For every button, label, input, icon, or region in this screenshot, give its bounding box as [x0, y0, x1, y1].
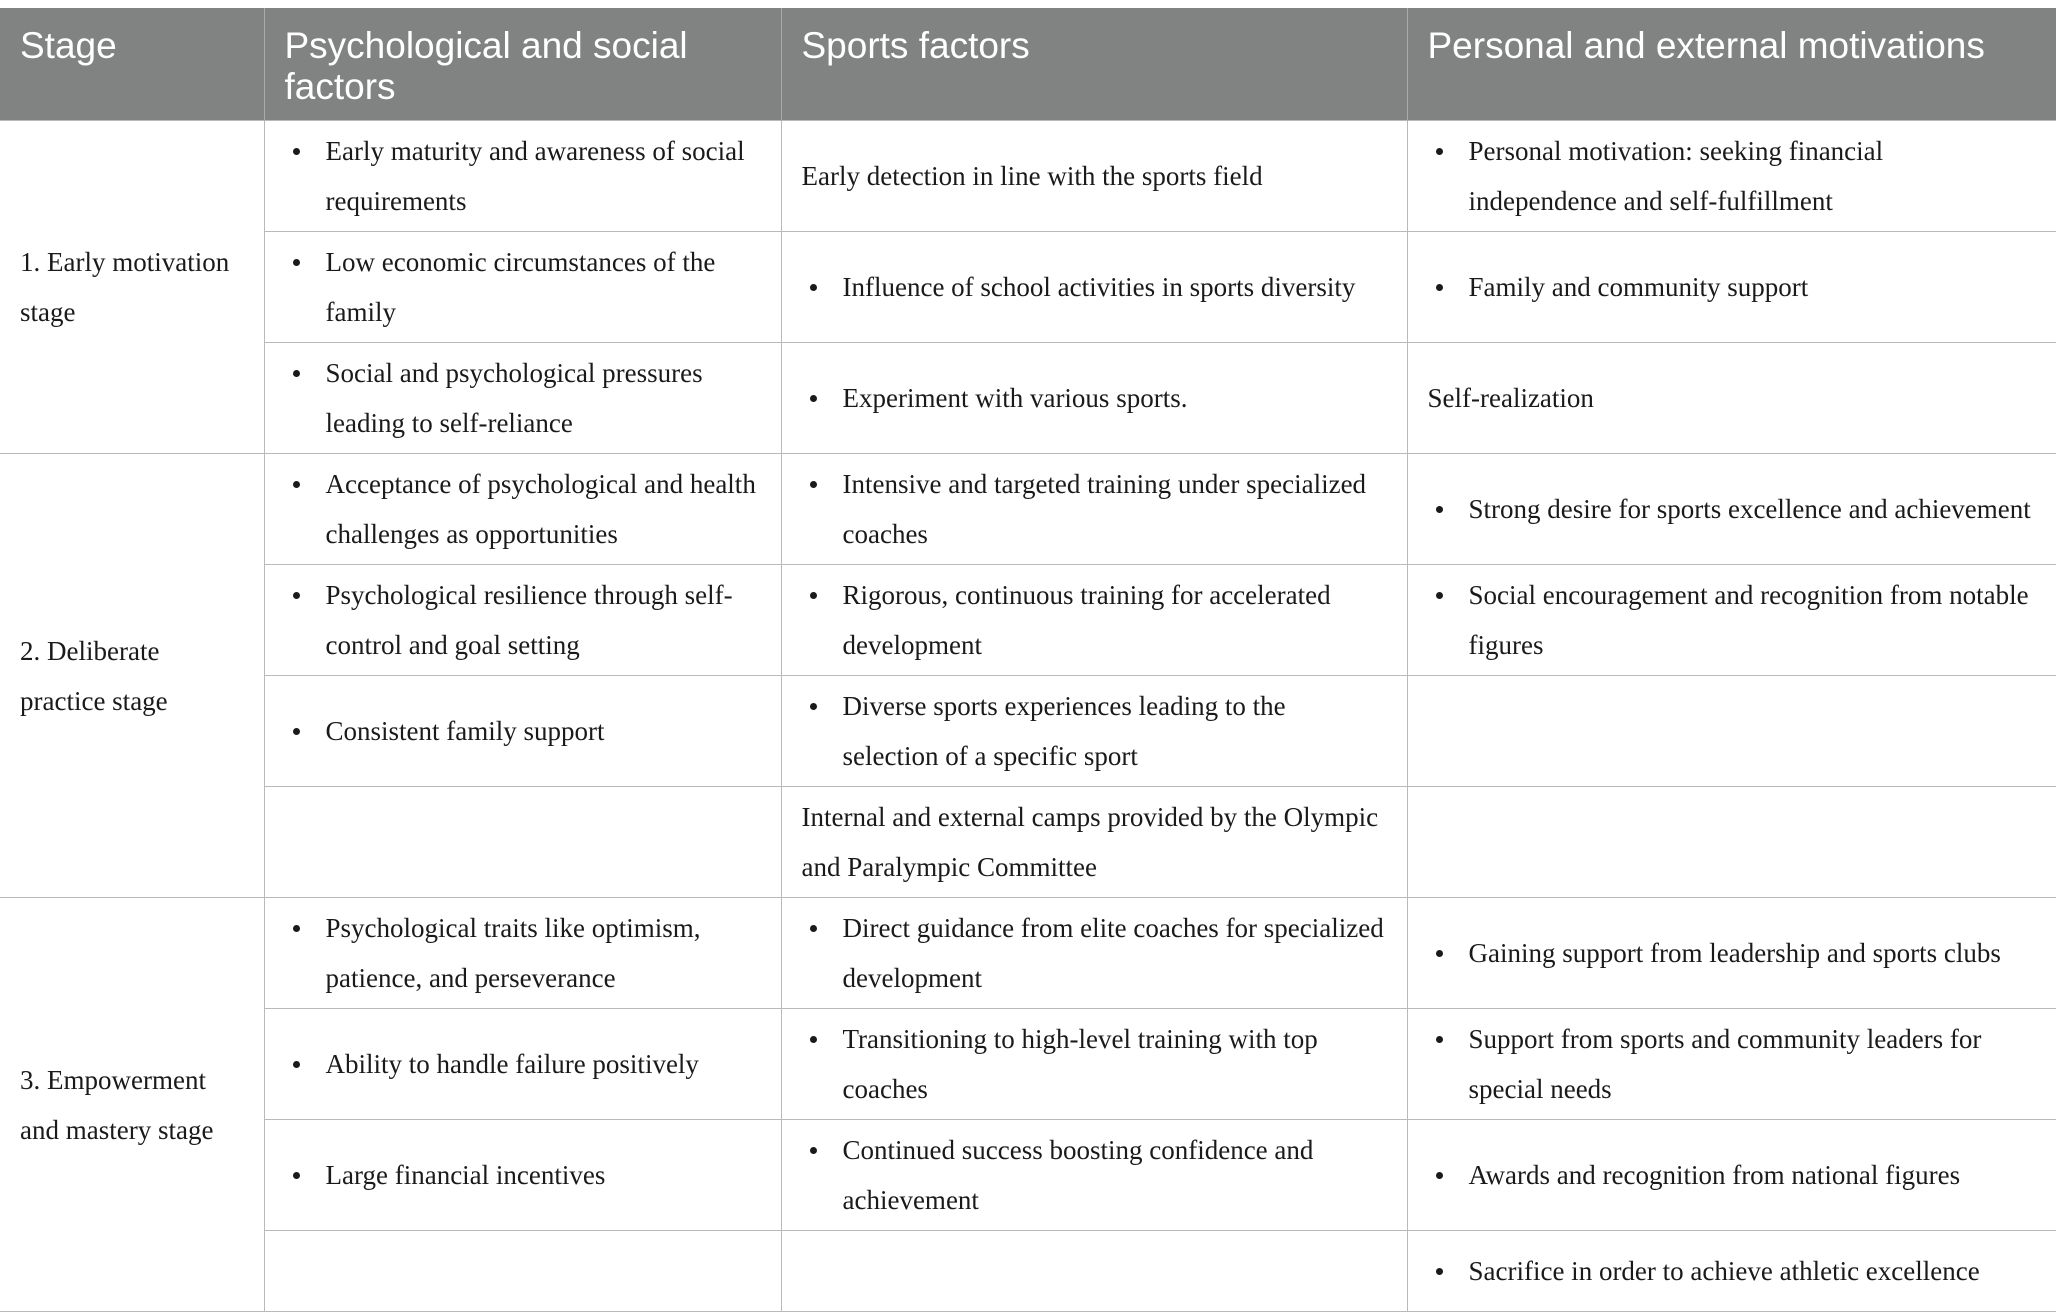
cell-text: Psychological traits like optimism, patience, and perseverance — [325, 913, 701, 993]
psychological-social-cell — [264, 565, 781, 676]
cell-text: Intensive and targeted training under specialized coaches — [842, 469, 1367, 549]
cell-text: Transitioning to high-level training with top coaches — [842, 1024, 1318, 1104]
bullet-item — [285, 1150, 761, 1200]
bullet-dot-icon — [293, 1061, 300, 1068]
sports-factors-cell — [781, 454, 1407, 565]
bullet-dot-icon — [1436, 506, 1443, 513]
cell-text: Awards and recognition from national figures — [1468, 1160, 1961, 1190]
personal-external-cell — [1407, 787, 2056, 898]
cell-text: Social and psychological pressures leading to self-reliance — [325, 358, 703, 438]
header-personal-external: Personal and external motivations — [1407, 8, 2056, 121]
cell-text: Low economic circumstances of the family — [325, 247, 716, 327]
sports-factors-cell — [781, 565, 1407, 676]
bullet-item — [285, 903, 761, 1003]
sports-factors-cell: Internal and external camps provided by the Olympic and Paralympic Committee — [781, 787, 1407, 898]
psychological-social-cell — [264, 676, 781, 787]
sports-factors-cell — [781, 232, 1407, 343]
bullet-dot-icon — [810, 284, 817, 291]
sports-factors-cell — [781, 343, 1407, 454]
header-row — [0, 8, 2056, 121]
bullet-dot-icon — [293, 370, 300, 377]
bullet-dot-icon — [1436, 1172, 1443, 1179]
cell-text: Sacrifice in order to achieve athletic excellence — [1468, 1256, 1980, 1286]
bullet-item — [285, 126, 761, 226]
table-row — [0, 787, 2056, 898]
cell-text: Influence of school activities in sports diversity — [842, 272, 1356, 302]
bullet-dot-icon — [1436, 1268, 1443, 1275]
table-body — [0, 121, 2056, 1312]
psychological-social-cell — [264, 898, 781, 1009]
personal-external-cell — [1407, 898, 2056, 1009]
psychological-social-cell — [264, 1009, 781, 1120]
bullet-dot-icon — [1436, 148, 1443, 155]
bullet-dot-icon — [293, 925, 300, 932]
personal-external-cell — [1407, 121, 2056, 232]
bullet-item — [1428, 484, 2037, 534]
bullet-item — [1428, 262, 2037, 312]
bullet-item — [802, 681, 1387, 781]
bullet-item — [802, 459, 1387, 559]
bullet-item — [802, 262, 1387, 312]
cell-text: Social encouragement and recognition from notable figures — [1468, 580, 2029, 660]
bullet-item — [1428, 126, 2037, 226]
cell-text: Rigorous, continuous training for accelerated development — [842, 580, 1331, 660]
psychological-social-cell — [264, 1120, 781, 1231]
stage-cell: 1. Early motivation stage — [0, 121, 264, 454]
bullet-item — [285, 348, 761, 448]
bullet-item — [802, 903, 1387, 1003]
header-sports-factors: Sports factors — [781, 8, 1407, 121]
cell-text: Family and community support — [1468, 272, 1809, 302]
cell-text: Personal motivation: seeking financial independence and self-fulfillment — [1468, 136, 1884, 216]
personal-external-cell — [1407, 1009, 2056, 1120]
cell-text: Gaining support from leadership and sports clubs — [1468, 938, 2001, 968]
bullet-dot-icon — [810, 703, 817, 710]
bullet-dot-icon — [1436, 950, 1443, 957]
cell-text: Direct guidance from elite coaches for specialized development — [842, 913, 1384, 993]
bullet-item — [285, 706, 761, 756]
factors-table — [0, 8, 2056, 1312]
psychological-social-cell — [264, 1231, 781, 1312]
cell-text: Continued success boosting confidence and achievement — [842, 1135, 1314, 1215]
stage-cell: 2. Deliberate practice stage — [0, 454, 264, 898]
bullet-dot-icon — [810, 395, 817, 402]
bullet-dot-icon — [810, 925, 817, 932]
bullet-item — [1428, 1014, 2037, 1114]
bullet-item — [1428, 928, 2037, 978]
bullet-dot-icon — [293, 728, 300, 735]
bullet-dot-icon — [1436, 592, 1443, 599]
table-row — [0, 121, 2056, 232]
bullet-dot-icon — [293, 592, 300, 599]
personal-external-cell — [1407, 1120, 2056, 1231]
table-row — [0, 676, 2056, 787]
personal-external-cell: Self-realization — [1407, 343, 2056, 454]
sports-factors-cell — [781, 1009, 1407, 1120]
bullet-item — [802, 1125, 1387, 1225]
cell-text: Acceptance of psychological and health challenges as opportunities — [325, 469, 756, 549]
bullet-dot-icon — [293, 148, 300, 155]
bullet-item — [1428, 1150, 2037, 1200]
personal-external-cell — [1407, 232, 2056, 343]
bullet-dot-icon — [293, 481, 300, 488]
bullet-dot-icon — [293, 259, 300, 266]
bullet-dot-icon — [810, 1147, 817, 1154]
table-row — [0, 1120, 2056, 1231]
bullet-dot-icon — [293, 1172, 300, 1179]
cell-text: Diverse sports experiences leading to the selection of a specific sport — [842, 691, 1286, 771]
table-row — [0, 565, 2056, 676]
table-container — [0, 8, 2056, 1312]
bullet-item — [1428, 570, 2037, 670]
table-row — [0, 1231, 2056, 1312]
cell-text: Psychological resilience through self-control and goal setting — [325, 580, 733, 660]
bullet-dot-icon — [1436, 284, 1443, 291]
bullet-dot-icon — [810, 592, 817, 599]
personal-external-cell — [1407, 454, 2056, 565]
table-row — [0, 898, 2056, 1009]
table-row — [0, 454, 2056, 565]
bullet-dot-icon — [1436, 1036, 1443, 1043]
personal-external-cell — [1407, 565, 2056, 676]
psychological-social-cell — [264, 121, 781, 232]
header-psychological-social: Psychological and social factors — [264, 8, 781, 121]
bullet-item — [285, 459, 761, 559]
bullet-dot-icon — [810, 1036, 817, 1043]
cell-text: Ability to handle failure positively — [325, 1049, 699, 1079]
bullet-dot-icon — [810, 481, 817, 488]
psychological-social-cell — [264, 454, 781, 565]
cell-text: Large financial incentives — [325, 1160, 606, 1190]
table-row — [0, 232, 2056, 343]
table-row — [0, 343, 2056, 454]
cell-text: Consistent family support — [325, 716, 605, 746]
cell-text: Early maturity and awareness of social requirements — [325, 136, 745, 216]
sports-factors-cell — [781, 898, 1407, 1009]
sports-factors-cell — [781, 1231, 1407, 1312]
sports-factors-cell — [781, 676, 1407, 787]
bullet-item — [802, 570, 1387, 670]
sports-factors-cell: Early detection in line with the sports field — [781, 121, 1407, 232]
personal-external-cell — [1407, 1231, 2056, 1312]
bullet-item — [285, 570, 761, 670]
header-stage: Stage — [0, 8, 264, 121]
bullet-item — [1428, 1246, 2037, 1296]
psychological-social-cell — [264, 343, 781, 454]
bullet-item — [285, 1039, 761, 1089]
personal-external-cell — [1407, 676, 2056, 787]
cell-text: Experiment with various sports. — [842, 383, 1188, 413]
cell-text: Support from sports and community leaders for special needs — [1468, 1024, 1982, 1104]
table-row — [0, 1009, 2056, 1120]
table-header — [0, 8, 2056, 121]
sports-factors-cell — [781, 1120, 1407, 1231]
bullet-item — [802, 373, 1387, 423]
psychological-social-cell — [264, 787, 781, 898]
psychological-social-cell — [264, 232, 781, 343]
stage-cell: 3. Empowerment and mastery stage — [0, 898, 264, 1312]
bullet-item — [802, 1014, 1387, 1114]
bullet-item — [285, 237, 761, 337]
cell-text: Strong desire for sports excellence and achievement — [1468, 494, 2031, 524]
